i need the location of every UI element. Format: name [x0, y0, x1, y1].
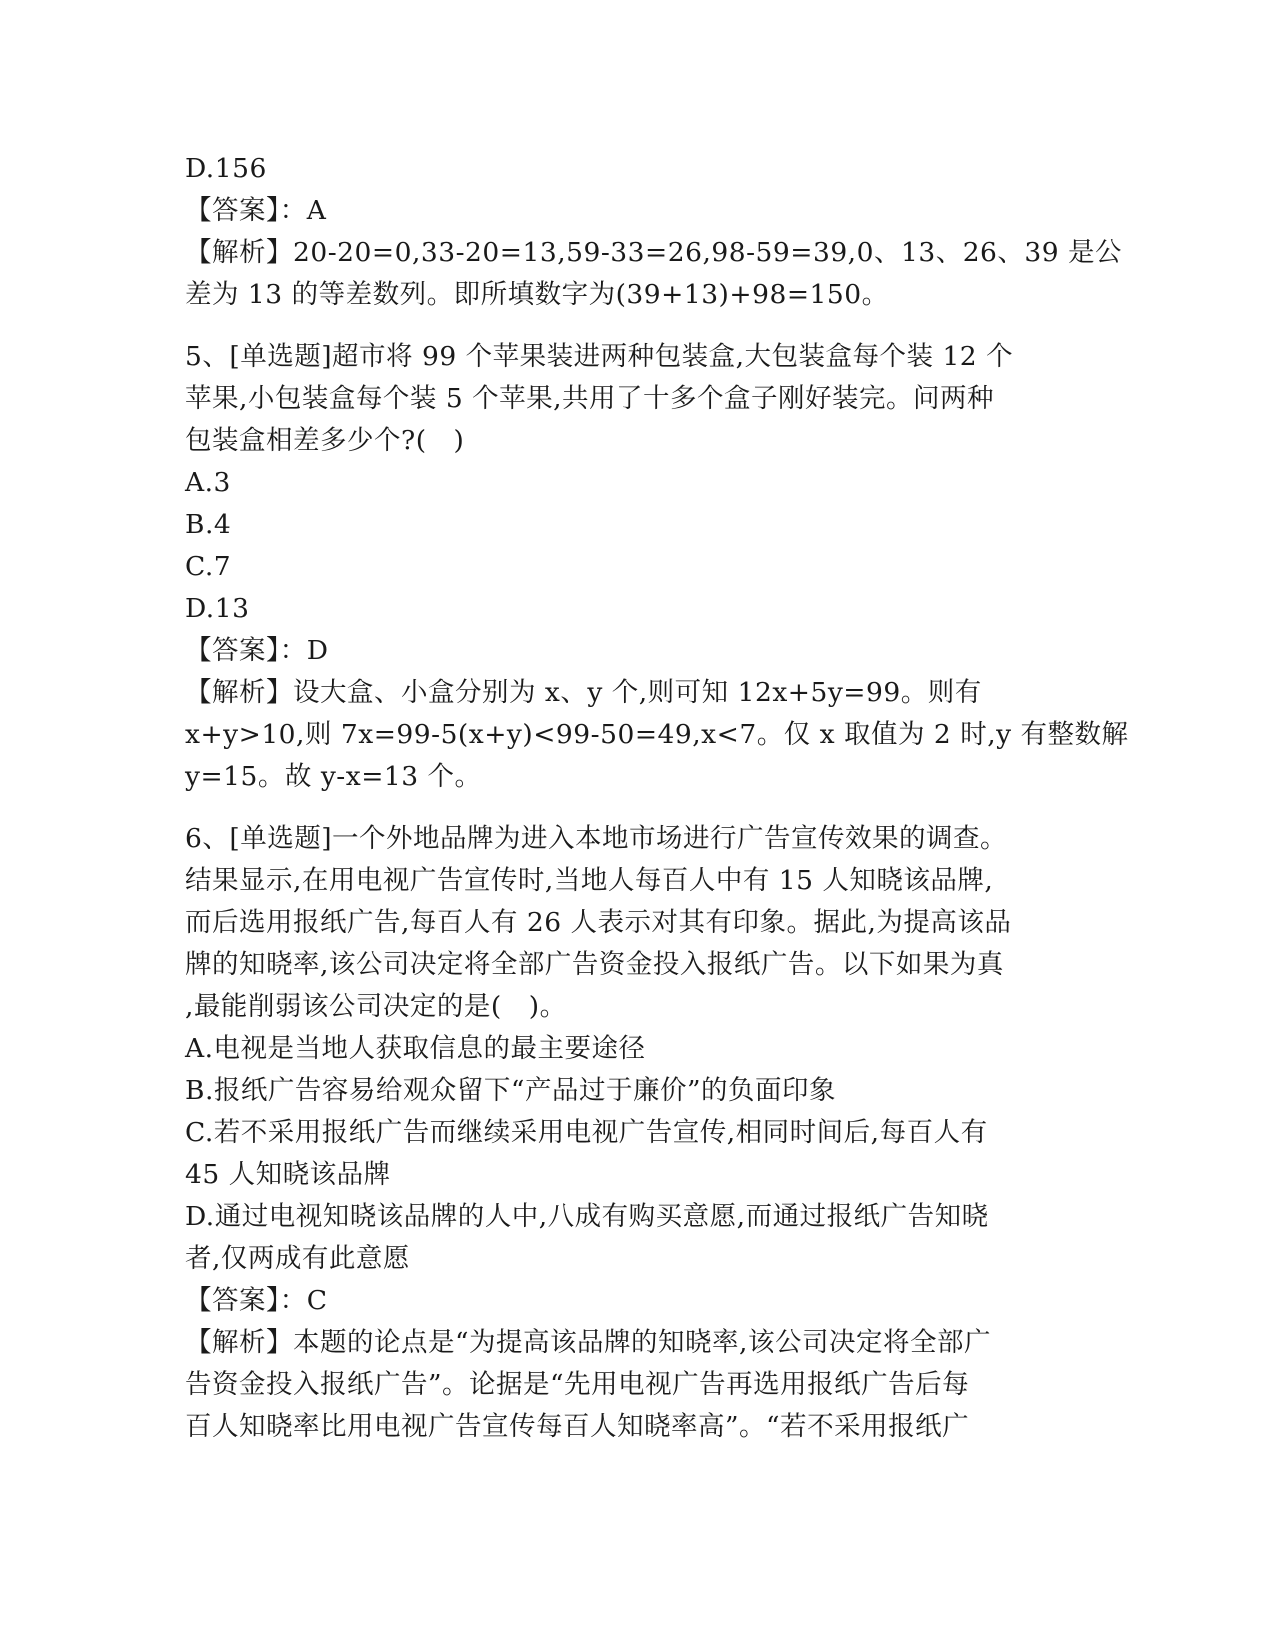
q5-option-a: A.3: [185, 467, 231, 498]
q6-option-c-line-2: 45 人知晓该品牌: [185, 1159, 391, 1190]
q6-explanation-line-3: 百人知晓率比用电视广告宣传每百人知晓率高”。“若不采用报纸广: [185, 1411, 970, 1442]
answer-label: 【答案】：: [185, 635, 307, 666]
explanation-text: 20-20=0,33-20=13,59-33=26,98-59=39,0、13、26、39 是公: [293, 237, 1123, 268]
q5-option-b: B.4: [185, 509, 232, 540]
q5-answer: [185, 630, 1085, 672]
spacer: [185, 798, 1085, 818]
q6-explanation-line-1: [185, 1322, 1085, 1364]
q4-option-d: D.156: [185, 153, 267, 184]
q4-explanation-line-2: 差为 13 的等差数列。即所填数字为(39+13)+98=150。: [185, 279, 889, 310]
q6-option-d-line-1: D.通过电视知晓该品牌的人中,八成有购买意愿,而通过报纸广告知晓: [185, 1201, 989, 1232]
explanation-label: 【解析】: [185, 677, 293, 708]
page-content: [185, 148, 1129, 1448]
q5-explanation-line-1: [185, 672, 1085, 714]
q5-explanation-line-2: x+y>10,则 7x=99-5(x+y)<99-50=49,x<7。仅 x 取值为 2 时,y 有整数解: [185, 719, 1129, 750]
q5-explanation-line-3: y=15。故 y-x=13 个。: [185, 761, 482, 792]
q6-option-c-line-1: C.若不采用报纸广告而继续采用电视广告宣传,相同时间后,每百人有: [185, 1117, 988, 1148]
q6-option-d-line-2: 者,仅两成有此意愿: [185, 1243, 410, 1274]
q6-explanation-line-2: 告资金投入报纸广告”。论据是“先用电视广告再选用报纸广告后每: [185, 1369, 970, 1400]
q4-answer: [185, 190, 1085, 232]
q6-option-b: B.报纸广告容易给观众留下“产品过于廉价”的负面印象: [185, 1075, 836, 1106]
explanation-label: 【解析】: [185, 237, 293, 268]
spacer: [185, 316, 1085, 336]
q6-stem-line-5: ,最能削弱该公司决定的是( )。: [185, 991, 567, 1022]
q6-option-a: A.电视是当地人获取信息的最主要途径: [185, 1033, 646, 1064]
explanation-text: 本题的论点是“为提高该品牌的知晓率,该公司决定将全部广: [293, 1327, 991, 1358]
q4-explanation-line-1: [185, 232, 1123, 274]
q5-stem-line-3: 包装盒相差多少个?( ): [185, 425, 465, 456]
answer-value: C: [306, 1285, 328, 1316]
q5-stem-line-1: 5、[单选题]超市将 99 个苹果装进两种包装盒,大包装盒每个装 12 个: [185, 341, 1014, 372]
answer-value: A: [306, 195, 327, 226]
q5-option-d: D.13: [185, 593, 250, 624]
q6-stem-line-3: 而后选用报纸广告,每百人有 26 人表示对其有印象。据此,为提高该品: [185, 907, 1012, 938]
explanation-text: 设大盒、小盒分别为 x、y 个,则可知 12x+5y=99。则有: [293, 677, 982, 708]
answer-label: 【答案】：: [185, 195, 307, 226]
q6-stem-line-1: 6、[单选题]一个外地品牌为进入本地市场进行广告宣传效果的调查。: [185, 823, 1008, 854]
answer-label: 【答案】：: [185, 1285, 307, 1316]
answer-value: D: [306, 635, 329, 666]
q6-stem-line-4: 牌的知晓率,该公司决定将全部广告资金投入报纸广告。以下如果为真: [185, 949, 1004, 980]
q6-stem-line-2: 结果显示,在用电视广告宣传时,当地人每百人中有 15 人知晓该品牌,: [185, 865, 994, 896]
q5-option-c: C.7: [185, 551, 232, 582]
q6-answer: [185, 1280, 1085, 1322]
q5-stem-line-2: 苹果,小包装盒每个装 5 个苹果,共用了十多个盒子刚好装完。问两种: [185, 383, 995, 414]
explanation-label: 【解析】: [185, 1327, 293, 1358]
